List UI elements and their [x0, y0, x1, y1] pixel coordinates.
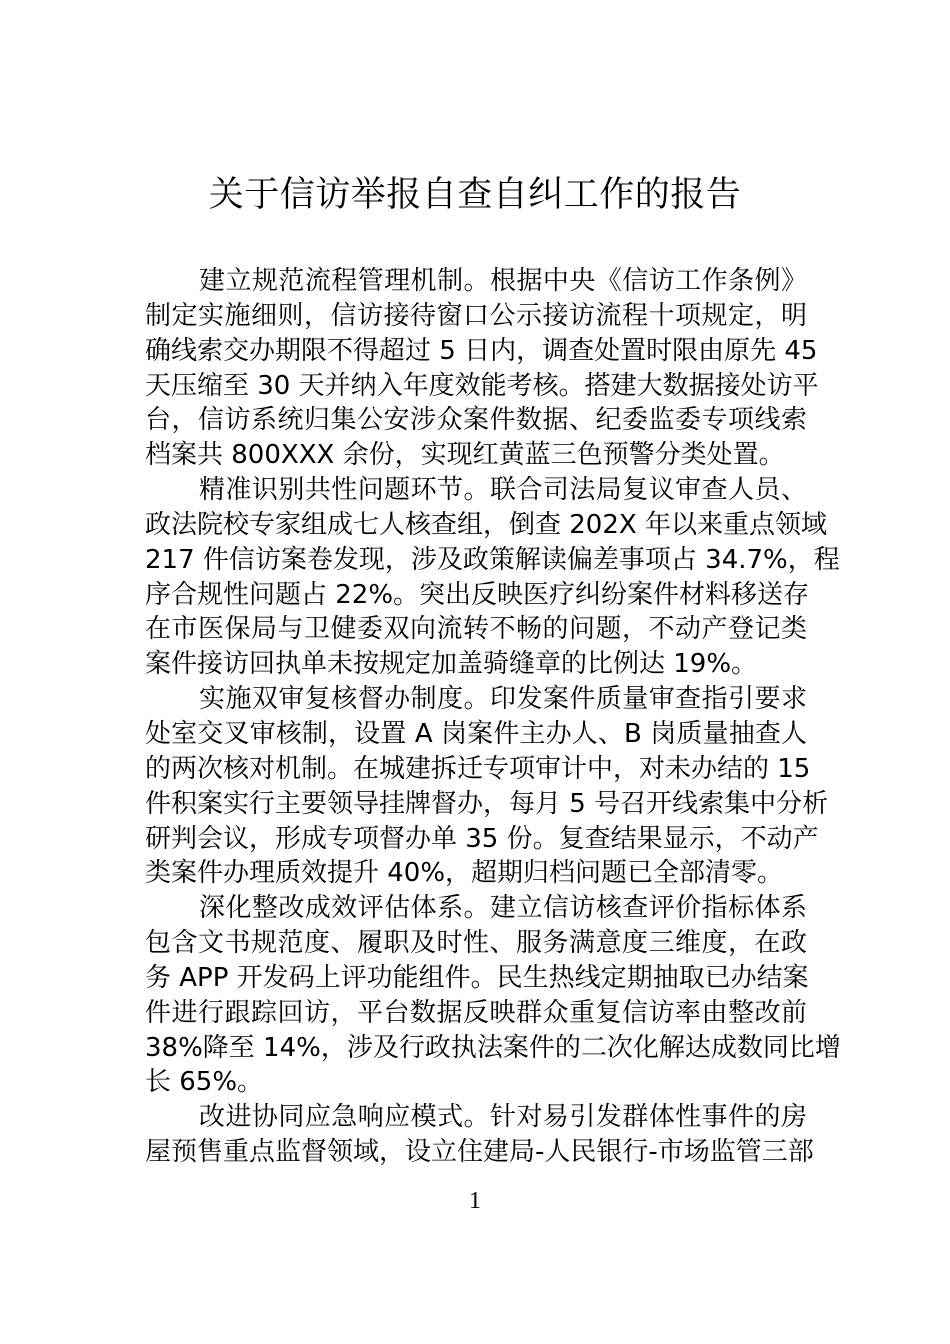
text-line: 实施双审复核督办制度。印发案件质量审查指引要求: [199, 684, 807, 715]
text-line: 序合规性问题占 22%。突出反映医疗纠纷案件材料移送存: [145, 579, 810, 610]
text-line: 改进协同应急响应模式。针对易引发群体性事件的房: [199, 1102, 807, 1133]
text-line: 深化整改成效评估体系。建立信访核查评价指标体系: [199, 893, 807, 924]
text-line: 处室交叉审核制，设置 A 岗案件主办人、B 岗质量抽查人: [145, 718, 807, 749]
text-line: 务 APP 开发码上评功能组件。民生热线定期抽取已办结案: [145, 962, 809, 993]
text-line: 天压缩至 30 天并纳入年度效能考核。搭建大数据接处访平: [145, 370, 819, 401]
text-line: 217 件信访案卷发现，涉及政策解读偏差事项占 34.7%，程: [145, 544, 840, 575]
text-line: 案件接访回执单未按规定加盖骑缝章的比例达 19%。: [145, 649, 758, 680]
text-line: 38%降至 14%，涉及行政执法案件的二次化解达成数同比增: [145, 1032, 841, 1063]
text-line: 在市医保局与卫健委双向流转不畅的问题，不动产登记类: [145, 614, 807, 645]
document-title: 关于信访举报自查自纠工作的报告: [208, 175, 742, 215]
text-line: 研判会议，形成专项督办单 35 份。复查结果显示，不动产: [145, 823, 819, 854]
text-line: 类案件办理质效提升 40%，超期归档问题已全部清零。: [145, 858, 784, 889]
text-line: 长 65%。: [145, 1067, 264, 1098]
text-line: 档案共 800XXX 余份，实现红黄蓝三色预警分类处置。: [145, 440, 785, 471]
page-number: 1: [469, 1188, 481, 1214]
text-line: 包含文书规范度、履职及时性、服务满意度三维度，在政: [145, 928, 807, 959]
text-line: 建立规范流程管理机制。根据中央《信访工作条例》: [199, 266, 807, 296]
paragraph: [145, 1100, 814, 1170]
text-line: 台，信访系统归集公安涉众案件数据、纪委监委专项线索: [145, 405, 807, 436]
paragraph: [145, 264, 819, 473]
text-line: 件积案实行主要领导挂牌督办，每月 5 号召开线索集中分析: [145, 788, 829, 819]
text-line: 屋预售重点监督领域，设立住建局-人民银行-市场监管三部: [145, 1137, 814, 1168]
text-line: 确线索交办期限不得超过 5 日内，调查处置时限由原先 45: [145, 335, 818, 366]
text-line: 精准识别共性问题环节。联合司法局复议审查人员、: [199, 475, 807, 506]
paragraph: [145, 891, 841, 1100]
text-line: 政法院校专家组成七人核查组，倒查 202X 年以来重点领域: [145, 509, 827, 540]
text-line: 制定实施细则，信访接待窗口公示接访流程十项规定，明: [145, 300, 807, 331]
text-line: 件进行跟踪回访，平台数据反映群众重复信访率由整改前: [145, 997, 807, 1028]
paragraph: [145, 682, 829, 891]
text-line: 的两次核对机制。在城建拆迁专项审计中，对未办结的 15: [145, 753, 811, 784]
document-body: [145, 264, 841, 1170]
paragraph: [145, 473, 840, 682]
